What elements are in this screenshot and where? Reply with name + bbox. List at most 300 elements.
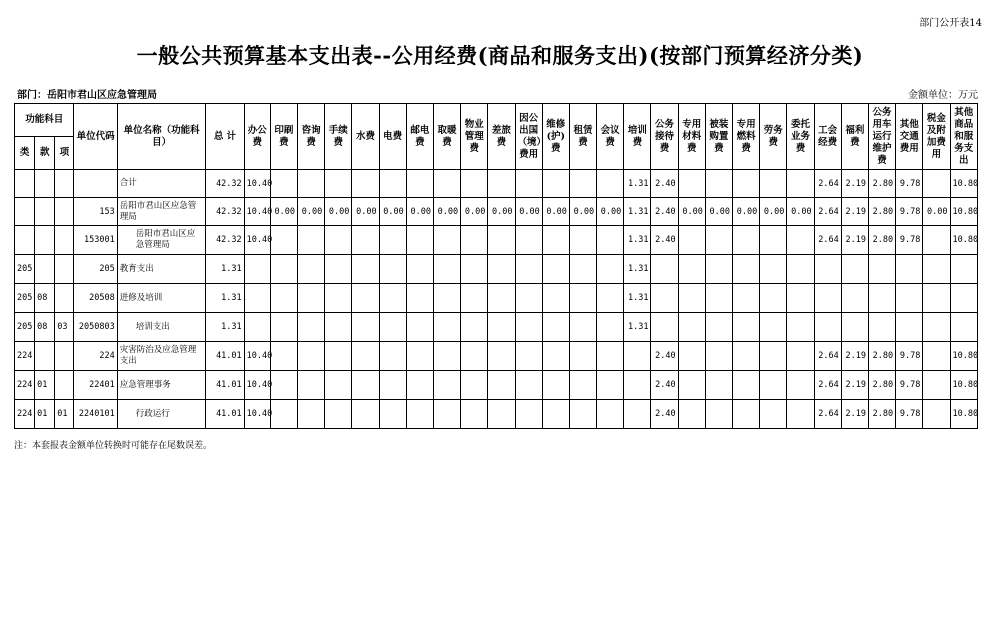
- cell-c22: 2.64: [814, 198, 841, 226]
- cell-c20: [760, 342, 787, 371]
- cell-c5: [352, 400, 379, 429]
- cell-c11: [515, 284, 542, 313]
- cell-c8: [433, 313, 460, 342]
- cell-c7: [406, 313, 433, 342]
- cell-c7: [406, 284, 433, 313]
- cell-c23: [841, 255, 868, 284]
- cell-c25: [896, 313, 923, 342]
- cell-c24: 2.80: [868, 226, 895, 255]
- cell-c21: [787, 170, 814, 198]
- cell-c17: 0.00: [678, 198, 705, 226]
- cell-c26: [923, 342, 950, 371]
- cell-c15: [624, 400, 651, 429]
- cell-c12: [542, 255, 569, 284]
- cell-c16: [651, 255, 678, 284]
- cell-kuan: [35, 342, 55, 371]
- cell-total: 1.31: [206, 313, 244, 342]
- cell-c11: [515, 400, 542, 429]
- cell-c12: [542, 313, 569, 342]
- cell-c12: [542, 170, 569, 198]
- cell-c6: [379, 255, 406, 284]
- cell-c3: [298, 400, 325, 429]
- cell-code: 224: [74, 342, 117, 371]
- cell-c2: [270, 255, 297, 284]
- cell-total: 41.01: [206, 371, 244, 400]
- cell-c20: [760, 371, 787, 400]
- header-union: 工会经费: [814, 104, 841, 170]
- cell-c8: 0.00: [433, 198, 460, 226]
- header-vehicle: 公务用车运行维护费: [868, 104, 895, 170]
- cell-xiang: 01: [55, 400, 74, 429]
- cell-c17: [678, 342, 705, 371]
- cell-c23: 2.19: [841, 170, 868, 198]
- cell-c25: 9.78: [896, 342, 923, 371]
- cell-c11: [515, 226, 542, 255]
- cell-c20: [760, 284, 787, 313]
- cell-c2: 0.00: [270, 198, 297, 226]
- department-label: 部门：岳阳市君山区应急管理局: [17, 90, 157, 101]
- cell-c26: [923, 170, 950, 198]
- cell-c21: [787, 371, 814, 400]
- cell-c2: [270, 342, 297, 371]
- header-water: 水费: [352, 104, 379, 170]
- cell-c5: [352, 284, 379, 313]
- cell-c21: [787, 284, 814, 313]
- cell-c18: [705, 226, 732, 255]
- cell-c8: [433, 284, 460, 313]
- cell-c1: 10.40: [244, 342, 270, 371]
- cell-c13: [569, 170, 596, 198]
- cell-c14: 0.00: [597, 198, 624, 226]
- cell-c13: [569, 313, 596, 342]
- cell-c27: [950, 284, 977, 313]
- cell-c9: [461, 371, 488, 400]
- cell-c27: [950, 313, 977, 342]
- cell-c15: 1.31: [624, 313, 651, 342]
- cell-c13: [569, 226, 596, 255]
- cell-name: 进修及培训: [117, 284, 206, 313]
- cell-c26: [923, 400, 950, 429]
- cell-name: 灾害防治及应急管理支出: [117, 342, 206, 371]
- cell-c5: [352, 170, 379, 198]
- cell-c16: 2.40: [651, 342, 678, 371]
- cell-c26: [923, 371, 950, 400]
- cell-xiang: [55, 284, 74, 313]
- cell-c3: 0.00: [298, 198, 325, 226]
- cell-xiang: [55, 371, 74, 400]
- cell-c1: 10.40: [244, 170, 270, 198]
- cell-c19: [733, 400, 760, 429]
- cell-c6: [379, 371, 406, 400]
- cell-c21: [787, 400, 814, 429]
- cell-xiang: [55, 198, 74, 226]
- header-heating: 取暖费: [433, 104, 460, 170]
- cell-c8: [433, 226, 460, 255]
- cell-c12: [542, 226, 569, 255]
- cell-lei: [15, 198, 35, 226]
- cell-c17: [678, 400, 705, 429]
- cell-c6: [379, 400, 406, 429]
- cell-c18: 0.00: [705, 198, 732, 226]
- cell-c22: 2.64: [814, 400, 841, 429]
- header-other-services: 其他商品和服务支出: [950, 104, 977, 170]
- cell-c12: 0.00: [542, 198, 569, 226]
- cell-c25: [896, 284, 923, 313]
- cell-c27: 10.80: [950, 170, 977, 198]
- cell-c9: [461, 313, 488, 342]
- cell-c19: [733, 226, 760, 255]
- cell-c25: 9.78: [896, 400, 923, 429]
- cell-xiang: [55, 170, 74, 198]
- cell-c4: [325, 170, 352, 198]
- cell-c1: [244, 313, 270, 342]
- cell-c11: [515, 371, 542, 400]
- cell-xiang: [55, 342, 74, 371]
- cell-kuan: [35, 226, 55, 255]
- cell-xiang: [55, 255, 74, 284]
- cell-c4: [325, 400, 352, 429]
- header-function-subject: 功能科目: [15, 104, 74, 137]
- table-row: [15, 226, 978, 255]
- cell-c11: 0.00: [515, 198, 542, 226]
- cell-c1: [244, 284, 270, 313]
- cell-c10: [488, 400, 515, 429]
- cell-c10: [488, 313, 515, 342]
- expenditure-table: [14, 103, 978, 429]
- cell-name: 岳阳市君山区应急管理局: [117, 198, 206, 226]
- cell-c15: 1.31: [624, 226, 651, 255]
- cell-c3: [298, 284, 325, 313]
- cell-c13: 0.00: [569, 198, 596, 226]
- cell-name: 培训支出: [117, 313, 206, 342]
- cell-c14: [597, 371, 624, 400]
- cell-total: 1.31: [206, 255, 244, 284]
- cell-c5: 0.00: [352, 198, 379, 226]
- cell-c2: [270, 371, 297, 400]
- cell-c19: [733, 284, 760, 313]
- cell-c19: [733, 255, 760, 284]
- header-total: 总 计: [206, 104, 244, 170]
- cell-c3: [298, 170, 325, 198]
- cell-c14: [597, 255, 624, 284]
- header-property: 物业管理费: [461, 104, 488, 170]
- cell-c19: [733, 371, 760, 400]
- cell-c14: [597, 170, 624, 198]
- cell-c6: [379, 284, 406, 313]
- amount-unit-label: 金额单位：万元: [908, 90, 978, 101]
- cell-c23: 2.19: [841, 400, 868, 429]
- cell-xiang: [55, 226, 74, 255]
- cell-c21: [787, 342, 814, 371]
- cell-c4: 0.00: [325, 198, 352, 226]
- cell-c17: [678, 170, 705, 198]
- cell-c10: [488, 342, 515, 371]
- header-reception: 公务接待费: [651, 104, 678, 170]
- cell-c10: [488, 170, 515, 198]
- cell-kuan: 01: [35, 400, 55, 429]
- cell-c11: [515, 170, 542, 198]
- cell-c16: 2.40: [651, 198, 678, 226]
- cell-c4: [325, 284, 352, 313]
- cell-c7: [406, 371, 433, 400]
- cell-name: 合计: [117, 170, 206, 198]
- cell-c9: 0.00: [461, 198, 488, 226]
- cell-kuan: [35, 255, 55, 284]
- cell-c4: [325, 342, 352, 371]
- header-other-transport: 其他交通费用: [896, 104, 923, 170]
- cell-c7: [406, 342, 433, 371]
- cell-c3: [298, 371, 325, 400]
- cell-c1: 10.40: [244, 198, 270, 226]
- table-row: [15, 313, 978, 342]
- cell-c22: 2.64: [814, 342, 841, 371]
- cell-c23: [841, 284, 868, 313]
- cell-c20: 0.00: [760, 198, 787, 226]
- cell-c10: [488, 255, 515, 284]
- cell-c19: [733, 313, 760, 342]
- cell-c9: [461, 226, 488, 255]
- cell-c26: [923, 226, 950, 255]
- cell-c1: 10.40: [244, 400, 270, 429]
- cell-c4: [325, 255, 352, 284]
- cell-c12: [542, 400, 569, 429]
- cell-c17: [678, 313, 705, 342]
- cell-code: 153001: [74, 226, 117, 255]
- cell-c24: [868, 284, 895, 313]
- cell-c22: 2.64: [814, 170, 841, 198]
- cell-c2: [270, 170, 297, 198]
- header-welfare: 福利费: [841, 104, 868, 170]
- header-rent: 租赁费: [569, 104, 596, 170]
- cell-c24: 2.80: [868, 170, 895, 198]
- cell-c10: [488, 226, 515, 255]
- cell-kuan: 01: [35, 371, 55, 400]
- cell-c16: 2.40: [651, 226, 678, 255]
- cell-c22: [814, 313, 841, 342]
- cell-c17: [678, 371, 705, 400]
- cell-c9: [461, 255, 488, 284]
- cell-c23: 2.19: [841, 371, 868, 400]
- cell-c4: [325, 313, 352, 342]
- cell-c4: [325, 226, 352, 255]
- cell-total: 42.32: [206, 170, 244, 198]
- header-labor: 劳务费: [760, 104, 787, 170]
- cell-c7: 0.00: [406, 198, 433, 226]
- cell-c12: [542, 284, 569, 313]
- cell-c13: [569, 255, 596, 284]
- cell-c9: [461, 400, 488, 429]
- cell-c18: [705, 170, 732, 198]
- cell-lei: 205: [15, 255, 35, 284]
- cell-c20: [760, 255, 787, 284]
- cell-c14: [597, 342, 624, 371]
- header-special-material: 专用材料费: [678, 104, 705, 170]
- cell-c1: 10.40: [244, 226, 270, 255]
- cell-c14: [597, 226, 624, 255]
- cell-c15: 1.31: [624, 198, 651, 226]
- cell-c6: [379, 170, 406, 198]
- table-row: [15, 198, 978, 226]
- cell-lei: 205: [15, 313, 35, 342]
- cell-c16: 2.40: [651, 170, 678, 198]
- header-postal: 邮电费: [406, 104, 433, 170]
- cell-c8: [433, 170, 460, 198]
- cell-total: 41.01: [206, 400, 244, 429]
- cell-kuan: [35, 198, 55, 226]
- cell-c4: [325, 371, 352, 400]
- cell-c8: [433, 400, 460, 429]
- cell-c7: [406, 170, 433, 198]
- cell-c24: 2.80: [868, 371, 895, 400]
- cell-c25: 9.78: [896, 170, 923, 198]
- cell-c20: [760, 313, 787, 342]
- cell-c9: [461, 170, 488, 198]
- cell-c22: [814, 255, 841, 284]
- cell-c14: [597, 313, 624, 342]
- cell-c21: 0.00: [787, 198, 814, 226]
- table-row: [15, 255, 978, 284]
- cell-c26: [923, 284, 950, 313]
- cell-c21: [787, 226, 814, 255]
- cell-c5: [352, 342, 379, 371]
- cell-c19: [733, 342, 760, 371]
- header-office: 办公费: [244, 104, 270, 170]
- cell-c26: 0.00: [923, 198, 950, 226]
- cell-lei: 205: [15, 284, 35, 313]
- header-printing: 印刷费: [270, 104, 297, 170]
- cell-total: 41.01: [206, 342, 244, 371]
- cell-c26: [923, 255, 950, 284]
- cell-c18: [705, 255, 732, 284]
- cell-kuan: 08: [35, 284, 55, 313]
- cell-lei: 224: [15, 342, 35, 371]
- cell-c7: [406, 255, 433, 284]
- cell-c25: 9.78: [896, 198, 923, 226]
- cell-c19: [733, 170, 760, 198]
- cell-c14: [597, 400, 624, 429]
- cell-c10: [488, 371, 515, 400]
- cell-c24: 2.80: [868, 198, 895, 226]
- header-maintenance: 维修(护)费: [542, 104, 569, 170]
- cell-c24: [868, 255, 895, 284]
- cell-c2: [270, 313, 297, 342]
- cell-c6: [379, 313, 406, 342]
- cell-c18: [705, 371, 732, 400]
- cell-code: 20508: [74, 284, 117, 313]
- cell-c2: [270, 400, 297, 429]
- cell-code: 22401: [74, 371, 117, 400]
- header-electricity: 电费: [379, 104, 406, 170]
- cell-c6: [379, 226, 406, 255]
- cell-c8: [433, 371, 460, 400]
- cell-c12: [542, 342, 569, 371]
- table-row: [15, 342, 978, 371]
- header-tax: 税金及附加费用: [923, 104, 950, 170]
- cell-c11: [515, 313, 542, 342]
- cell-c25: [896, 255, 923, 284]
- cell-c27: [950, 255, 977, 284]
- header-kuan: 款: [35, 137, 55, 170]
- cell-c8: [433, 342, 460, 371]
- cell-c20: [760, 400, 787, 429]
- table-row: [15, 400, 978, 429]
- cell-code: [74, 170, 117, 198]
- cell-c20: [760, 170, 787, 198]
- cell-c27: 10.80: [950, 342, 977, 371]
- cell-c17: [678, 284, 705, 313]
- cell-c6: [379, 342, 406, 371]
- cell-c3: [298, 342, 325, 371]
- cell-c7: [406, 226, 433, 255]
- cell-c3: [298, 255, 325, 284]
- footnote: 注：本套报表金额单位转换时可能存在尾数误差。: [14, 441, 213, 451]
- cell-name: 教育支出: [117, 255, 206, 284]
- cell-c13: [569, 400, 596, 429]
- cell-c5: [352, 226, 379, 255]
- cell-c10: [488, 284, 515, 313]
- cell-kuan: 08: [35, 313, 55, 342]
- cell-c5: [352, 371, 379, 400]
- table-row: [15, 284, 978, 313]
- cell-c9: [461, 342, 488, 371]
- cell-lei: 224: [15, 371, 35, 400]
- cell-c16: [651, 284, 678, 313]
- cell-total: 42.32: [206, 198, 244, 226]
- cell-c20: [760, 226, 787, 255]
- cell-code: 2050803: [74, 313, 117, 342]
- cell-c11: [515, 255, 542, 284]
- cell-c2: [270, 284, 297, 313]
- header-uniform: 被装购置费: [705, 104, 732, 170]
- cell-c11: [515, 342, 542, 371]
- cell-c15: 1.31: [624, 170, 651, 198]
- cell-lei: [15, 226, 35, 255]
- cell-kuan: [35, 170, 55, 198]
- cell-c25: 9.78: [896, 226, 923, 255]
- cell-lei: 224: [15, 400, 35, 429]
- header-training: 培训费: [624, 104, 651, 170]
- cell-c24: [868, 313, 895, 342]
- cell-total: 42.32: [206, 226, 244, 255]
- cell-c21: [787, 313, 814, 342]
- cell-c18: [705, 284, 732, 313]
- header-handling: 手续费: [325, 104, 352, 170]
- cell-c10: 0.00: [488, 198, 515, 226]
- report-tag: 部门公开表14: [919, 18, 982, 29]
- cell-lei: [15, 170, 35, 198]
- cell-code: 2240101: [74, 400, 117, 429]
- cell-c24: 2.80: [868, 400, 895, 429]
- cell-c13: [569, 284, 596, 313]
- cell-c1: 10.40: [244, 371, 270, 400]
- cell-c13: [569, 342, 596, 371]
- page-title: 一般公共预算基本支出表--公用经费(商品和服务支出)(按部门预算经济分类): [136, 43, 864, 68]
- cell-c12: [542, 371, 569, 400]
- header-consulting: 咨询费: [298, 104, 325, 170]
- cell-c2: [270, 226, 297, 255]
- header-xiang: 项: [55, 137, 74, 170]
- header-travel: 差旅费: [488, 104, 515, 170]
- cell-c13: [569, 371, 596, 400]
- cell-c15: 1.31: [624, 255, 651, 284]
- cell-c15: 1.31: [624, 284, 651, 313]
- header-abroad: 因公出国（境）费用: [515, 104, 542, 170]
- cell-c14: [597, 284, 624, 313]
- cell-c27: 10.80: [950, 371, 977, 400]
- cell-c9: [461, 284, 488, 313]
- cell-code: 153: [74, 198, 117, 226]
- table-row: [15, 170, 978, 198]
